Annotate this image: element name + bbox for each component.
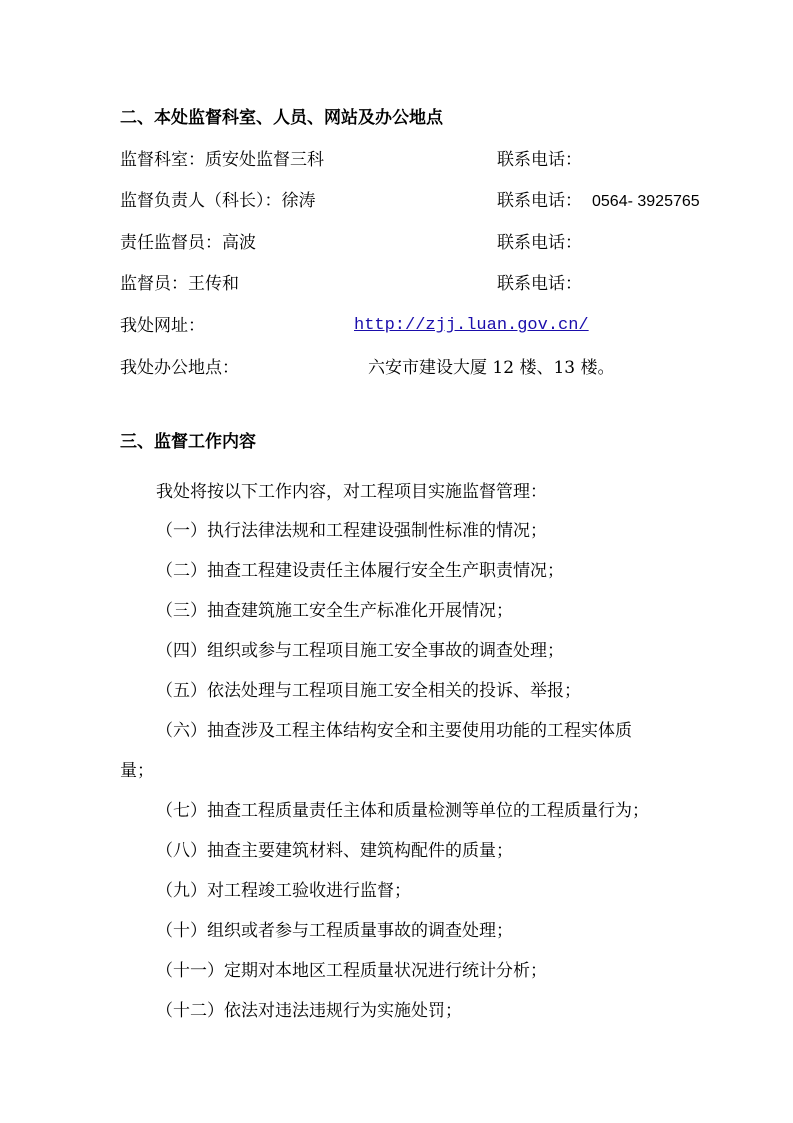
- list-item: （四）组织或参与工程项目施工安全事故的调查处理；: [156, 641, 564, 661]
- row-phone-label-2: 联系电话：: [497, 191, 582, 211]
- list-item: （十）组织或者参与工程质量事故的调查处理；: [156, 921, 513, 941]
- row-phone-2: 0564- 3925765: [592, 193, 700, 210]
- row-phone-label-3: 联系电话：: [497, 233, 582, 253]
- row-label-4: 监督员：王传和: [120, 274, 239, 294]
- section-3-heading: 三、监督工作内容: [120, 432, 256, 452]
- list-item: （五）依法处理与工程项目施工安全相关的投诉、举报；: [156, 681, 581, 701]
- section-2-heading: 二、本处监督科室、人员、网站及办公地点: [120, 108, 443, 128]
- list-item: （二）抽查工程建设责任主体履行安全生产职责情况；: [156, 561, 564, 581]
- list-item: （十一）定期对本地区工程质量状况进行统计分析；: [156, 961, 547, 981]
- row-label-3: 责任监督员：高波: [120, 233, 256, 253]
- list-item: （十二）依法对违法违规行为实施处罚；: [156, 1001, 462, 1021]
- row-phone-label-1: 联系电话：: [497, 150, 582, 170]
- list-item: （六）抽查涉及工程主体结构安全和主要使用功能的工程实体质: [156, 721, 632, 741]
- list-item: （九）对工程竣工验收进行监督；: [156, 881, 411, 901]
- row-phone-label-4: 联系电话：: [497, 274, 582, 294]
- office-label: 我处办公地点：: [120, 358, 239, 378]
- list-item-continuation: 量；: [120, 761, 154, 781]
- row-label-1: 监督科室：质安处监督三科: [120, 150, 324, 170]
- section-3-intro: 我处将按以下工作内容，对工程项目实施监督管理：: [156, 482, 547, 502]
- list-item: （八）抽查主要建筑材料、建筑构配件的质量；: [156, 841, 513, 861]
- list-item: （一）执行法律法规和工程建设强制性标准的情况；: [156, 521, 547, 541]
- website-link[interactable]: http://zjj.luan.gov.cn/: [354, 316, 589, 335]
- office-value: 六安市建设大厦 12 楼、13 楼。: [368, 358, 615, 378]
- website-label: 我处网址：: [120, 316, 205, 336]
- list-item: （七）抽查工程质量责任主体和质量检测等单位的工程质量行为；: [156, 801, 649, 821]
- row-label-2: 监督负责人（科长）：徐涛: [120, 191, 316, 211]
- list-item: （三）抽查建筑施工安全生产标准化开展情况；: [156, 601, 513, 621]
